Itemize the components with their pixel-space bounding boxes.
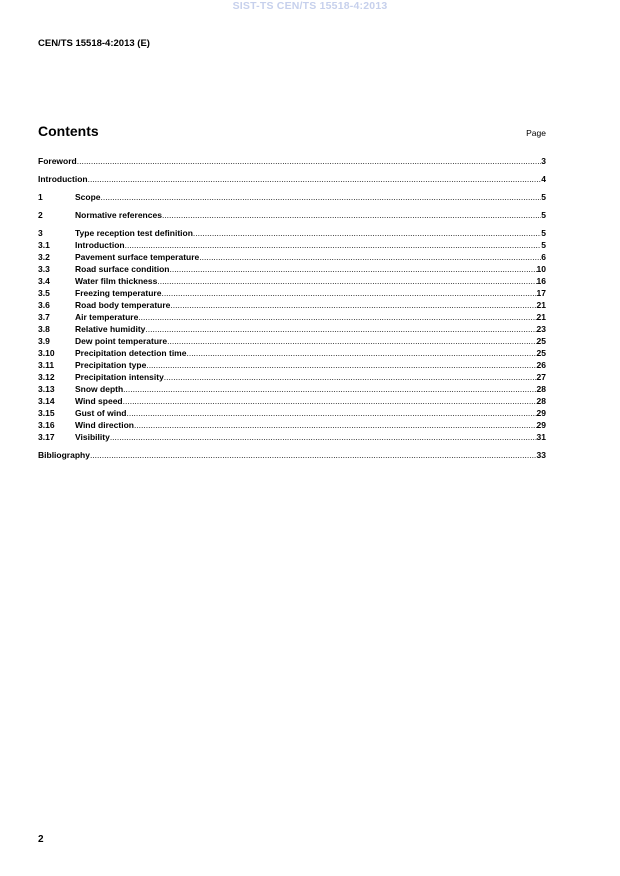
toc-entry-title: Introduction: [38, 174, 88, 184]
toc-entry[interactable]: [38, 275, 546, 287]
toc-entry-number: 3.4: [38, 276, 50, 286]
toc-entry-title: Visibility: [75, 432, 110, 442]
toc-entry-page: 5: [541, 228, 546, 238]
toc-entry-title: Air temperature: [75, 312, 139, 322]
toc-entry-number: 3.13: [38, 384, 55, 394]
toc-entry[interactable]: [38, 209, 546, 221]
toc-entry-number: 3.11: [38, 360, 55, 370]
toc-entry-title: Bibliography: [38, 450, 90, 460]
toc-entry-number: 3.8: [38, 324, 50, 334]
toc-entry-title: Foreword: [38, 156, 77, 166]
toc-leader-dots: [199, 251, 541, 263]
toc-entry-number: 3.7: [38, 312, 50, 322]
toc-entry-page: 5: [541, 240, 546, 250]
page-column-label: Page: [526, 128, 546, 138]
toc-entry-page: 33: [536, 450, 546, 460]
toc-entry-title: Pavement surface temperature: [75, 252, 200, 262]
toc-entry-page: 23: [536, 324, 546, 334]
toc-leader-dots: [161, 287, 536, 299]
toc-entry[interactable]: [38, 431, 546, 443]
toc-entry-page: 26: [536, 360, 546, 370]
toc-entry[interactable]: [38, 335, 546, 347]
toc-entry-title: Normative references: [75, 210, 162, 220]
toc-entry-page: 6: [541, 252, 546, 262]
toc-entry-title: Introduction: [75, 240, 125, 250]
toc-entry-number: 3.16: [38, 420, 55, 430]
toc-entry-page: 29: [536, 408, 546, 418]
toc-entry-number: 3.3: [38, 264, 50, 274]
toc-entry-page: 27: [536, 372, 546, 382]
toc-entry-page: 10: [536, 264, 546, 274]
toc-entry-title: Precipitation detection time: [75, 348, 187, 358]
toc-entry-page: 21: [536, 312, 546, 322]
toc-entry-page: 21: [536, 300, 546, 310]
toc-leader-dots: [164, 371, 537, 383]
toc-entry-number: 3.1: [38, 240, 50, 250]
toc-entry-title: Water film thickness: [75, 276, 158, 286]
toc-entry[interactable]: [38, 299, 546, 311]
toc-entry-number: 3.9: [38, 336, 50, 346]
toc-leader-dots: [90, 449, 537, 461]
toc-entry-number: 3.5: [38, 288, 50, 298]
toc-leader-dots: [123, 395, 537, 407]
toc-entry[interactable]: [38, 311, 546, 323]
toc-entry-title: Dew point temperature: [75, 336, 168, 346]
toc-entry[interactable]: [38, 347, 546, 359]
toc-leader-dots: [101, 191, 542, 203]
toc-entry-page: 25: [536, 348, 546, 358]
toc-leader-dots: [134, 419, 537, 431]
toc-entry[interactable]: [38, 263, 546, 275]
toc-leader-dots: [125, 239, 542, 251]
toc-leader-dots: [146, 359, 536, 371]
toc-entry-title: Type reception test definition: [75, 228, 193, 238]
toc-entry-page: 17: [536, 288, 546, 298]
toc-leader-dots: [88, 173, 542, 185]
toc-entry[interactable]: [38, 191, 546, 203]
toc-entry[interactable]: [38, 239, 546, 251]
toc-entry-page: 5: [541, 210, 546, 220]
toc-entry[interactable]: [38, 383, 546, 395]
toc-entry[interactable]: [38, 251, 546, 263]
toc-entry-title: Gust of wind: [75, 408, 127, 418]
toc-entry-page: 28: [536, 396, 546, 406]
table-of-contents: [38, 155, 546, 461]
toc-entry-page: 4: [541, 174, 546, 184]
toc-leader-dots: [170, 299, 536, 311]
contents-heading: Contents: [38, 123, 99, 139]
toc-entry-number: 3.17: [38, 432, 55, 442]
toc-entry-title: Precipitation intensity: [75, 372, 164, 382]
toc-entry-page: 3: [541, 156, 546, 166]
toc-leader-dots: [157, 275, 536, 287]
toc-entry-title: Wind speed: [75, 396, 123, 406]
toc-leader-dots: [186, 347, 536, 359]
toc-entry-number: 3.15: [38, 408, 55, 418]
toc-entry-page: 5: [541, 192, 546, 202]
toc-entry[interactable]: [38, 449, 546, 461]
page-number: 2: [38, 834, 44, 845]
toc-entry-number: 3.14: [38, 396, 55, 406]
toc-entry-title: Precipitation type: [75, 360, 147, 370]
toc-entry-page: 28: [536, 384, 546, 394]
toc-entry-number: 3.6: [38, 300, 50, 310]
toc-entry-number: 3.10: [38, 348, 55, 358]
toc-entry-number: 1: [38, 192, 43, 202]
toc-leader-dots: [123, 383, 536, 395]
toc-entry-title: Road body temperature: [75, 300, 171, 310]
toc-entry[interactable]: [38, 173, 546, 185]
toc-entry-title: Snow depth: [75, 384, 124, 394]
document-id: CEN/TS 15518-4:2013 (E): [38, 38, 150, 49]
toc-leader-dots: [193, 227, 541, 239]
toc-entry-title: Scope: [75, 192, 101, 202]
watermark: SIST-TS CEN/TS 15518-4:2013: [232, 0, 388, 12]
toc-entry[interactable]: [38, 227, 546, 239]
toc-entry[interactable]: [38, 359, 546, 371]
toc-entry[interactable]: [38, 371, 546, 383]
toc-leader-dots: [126, 407, 536, 419]
toc-leader-dots: [169, 263, 536, 275]
toc-entry[interactable]: [38, 155, 546, 167]
toc-entry-page: 31: [536, 432, 546, 442]
toc-leader-dots: [162, 209, 541, 221]
toc-entry-number: 3: [38, 228, 43, 238]
toc-entry-number: 3.2: [38, 252, 50, 262]
toc-entry[interactable]: [38, 395, 546, 407]
toc-leader-dots: [77, 155, 542, 167]
toc-entry-title: Road surface condition: [75, 264, 170, 274]
toc-entry-number: 2: [38, 210, 43, 220]
toc-leader-dots: [138, 311, 536, 323]
toc-entry-page: 29: [536, 420, 546, 430]
toc-entry[interactable]: [38, 419, 546, 431]
toc-leader-dots: [110, 431, 537, 443]
toc-entry-title: Relative humidity: [75, 324, 146, 334]
toc-entry[interactable]: [38, 407, 546, 419]
toc-leader-dots: [145, 323, 536, 335]
toc-entry-title: Wind direction: [75, 420, 134, 430]
toc-entry-page: 25: [536, 336, 546, 346]
toc-entry[interactable]: [38, 287, 546, 299]
toc-entry-number: 3.12: [38, 372, 55, 382]
toc-entry-title: Freezing temperature: [75, 288, 162, 298]
toc-entry[interactable]: [38, 323, 546, 335]
toc-leader-dots: [167, 335, 536, 347]
toc-entry-page: 16: [536, 276, 546, 286]
